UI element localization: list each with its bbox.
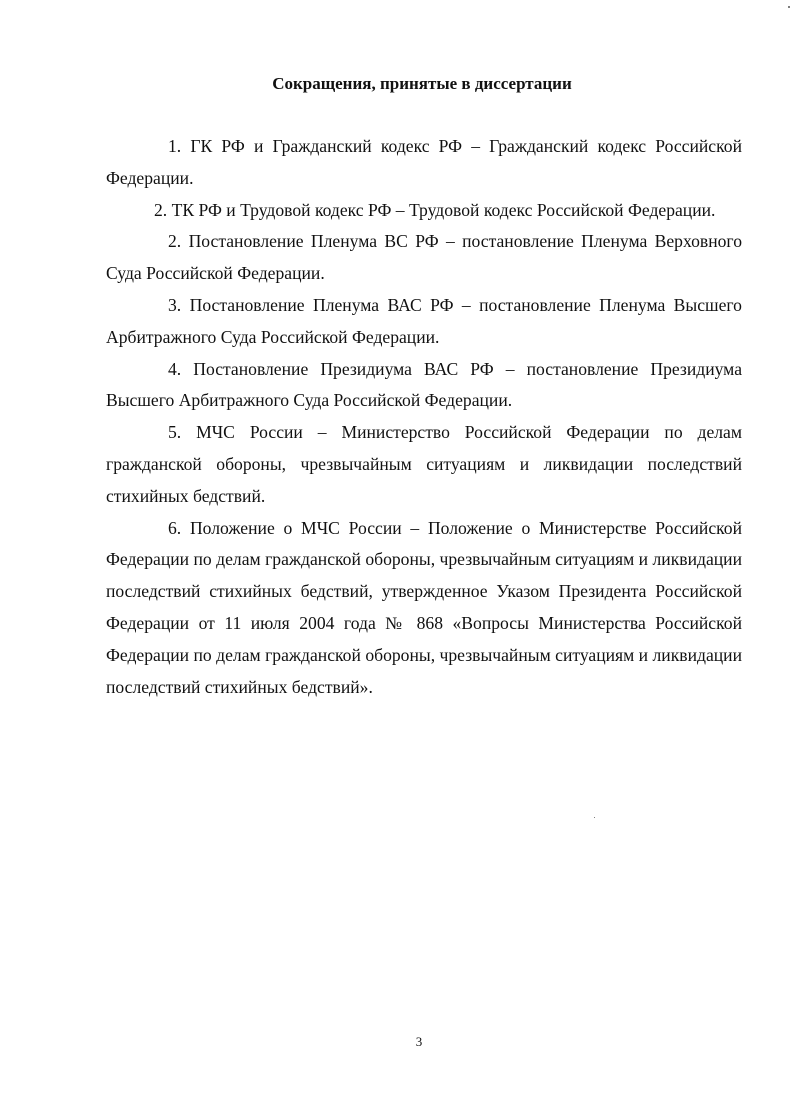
item-number: 3. (168, 294, 182, 315)
item-number: 5. (168, 422, 182, 443)
item-text: Постановление Пленума ВАС РФ – постановление Пленума Высшего Арбитражного Суда Российской Федерации. (106, 294, 742, 347)
list-item (106, 417, 742, 512)
abbreviations-list (106, 131, 742, 703)
list-item (106, 195, 742, 227)
list-item (106, 354, 742, 418)
item-text: Постановление Президиума ВАС РФ – постановление Президиума Высшего Арбитражного Суда Российской Федерации. (106, 358, 743, 411)
page-number: 3 (415, 1034, 423, 1049)
item-number: 1. (168, 136, 182, 156)
list-item (106, 226, 742, 290)
item-text: ТК РФ и Трудовой кодекс РФ – Трудовой кодекс Российской Федерации. (171, 199, 716, 220)
scan-speck (788, 6, 790, 8)
page-title: Сокращения, принятые в диссертации (272, 74, 572, 93)
list-item (106, 290, 742, 354)
scan-speck (594, 817, 595, 818)
item-number: 2. (154, 199, 168, 220)
item-number: 2. (168, 231, 182, 252)
item-text: ГК РФ и Гражданский кодекс РФ – Гражданский кодекс Российской Федерации. (106, 136, 742, 188)
item-number: 6. (168, 517, 182, 538)
item-number: 4. (168, 358, 182, 379)
item-text: МЧС России – Министерство Российской Федерации по делам гражданской обороны, чрезвычайным ситуациям и ликвидации последствий стихийных бедствий. (106, 422, 742, 506)
list-item (106, 513, 742, 704)
item-text: Положение о МЧС России – Положение о Министерстве Российской Федерации по делам гражданской обороны, чрезвычайным ситуациям и ликвидации последствий стихийных бедствий, утвержденное Указом Президента Российской Федерации от 11 июля 2004 года № 868 «Вопросы Министерства Российской Федерации по делам гражданской обороны, чрезвычайным ситуациям и ликвидации последствий стихийных бедствий». (106, 517, 742, 697)
list-item (106, 131, 742, 195)
item-text: Постановление Пленума ВС РФ – постановление Пленума Верховного Суда Российской Федерации. (106, 231, 742, 284)
